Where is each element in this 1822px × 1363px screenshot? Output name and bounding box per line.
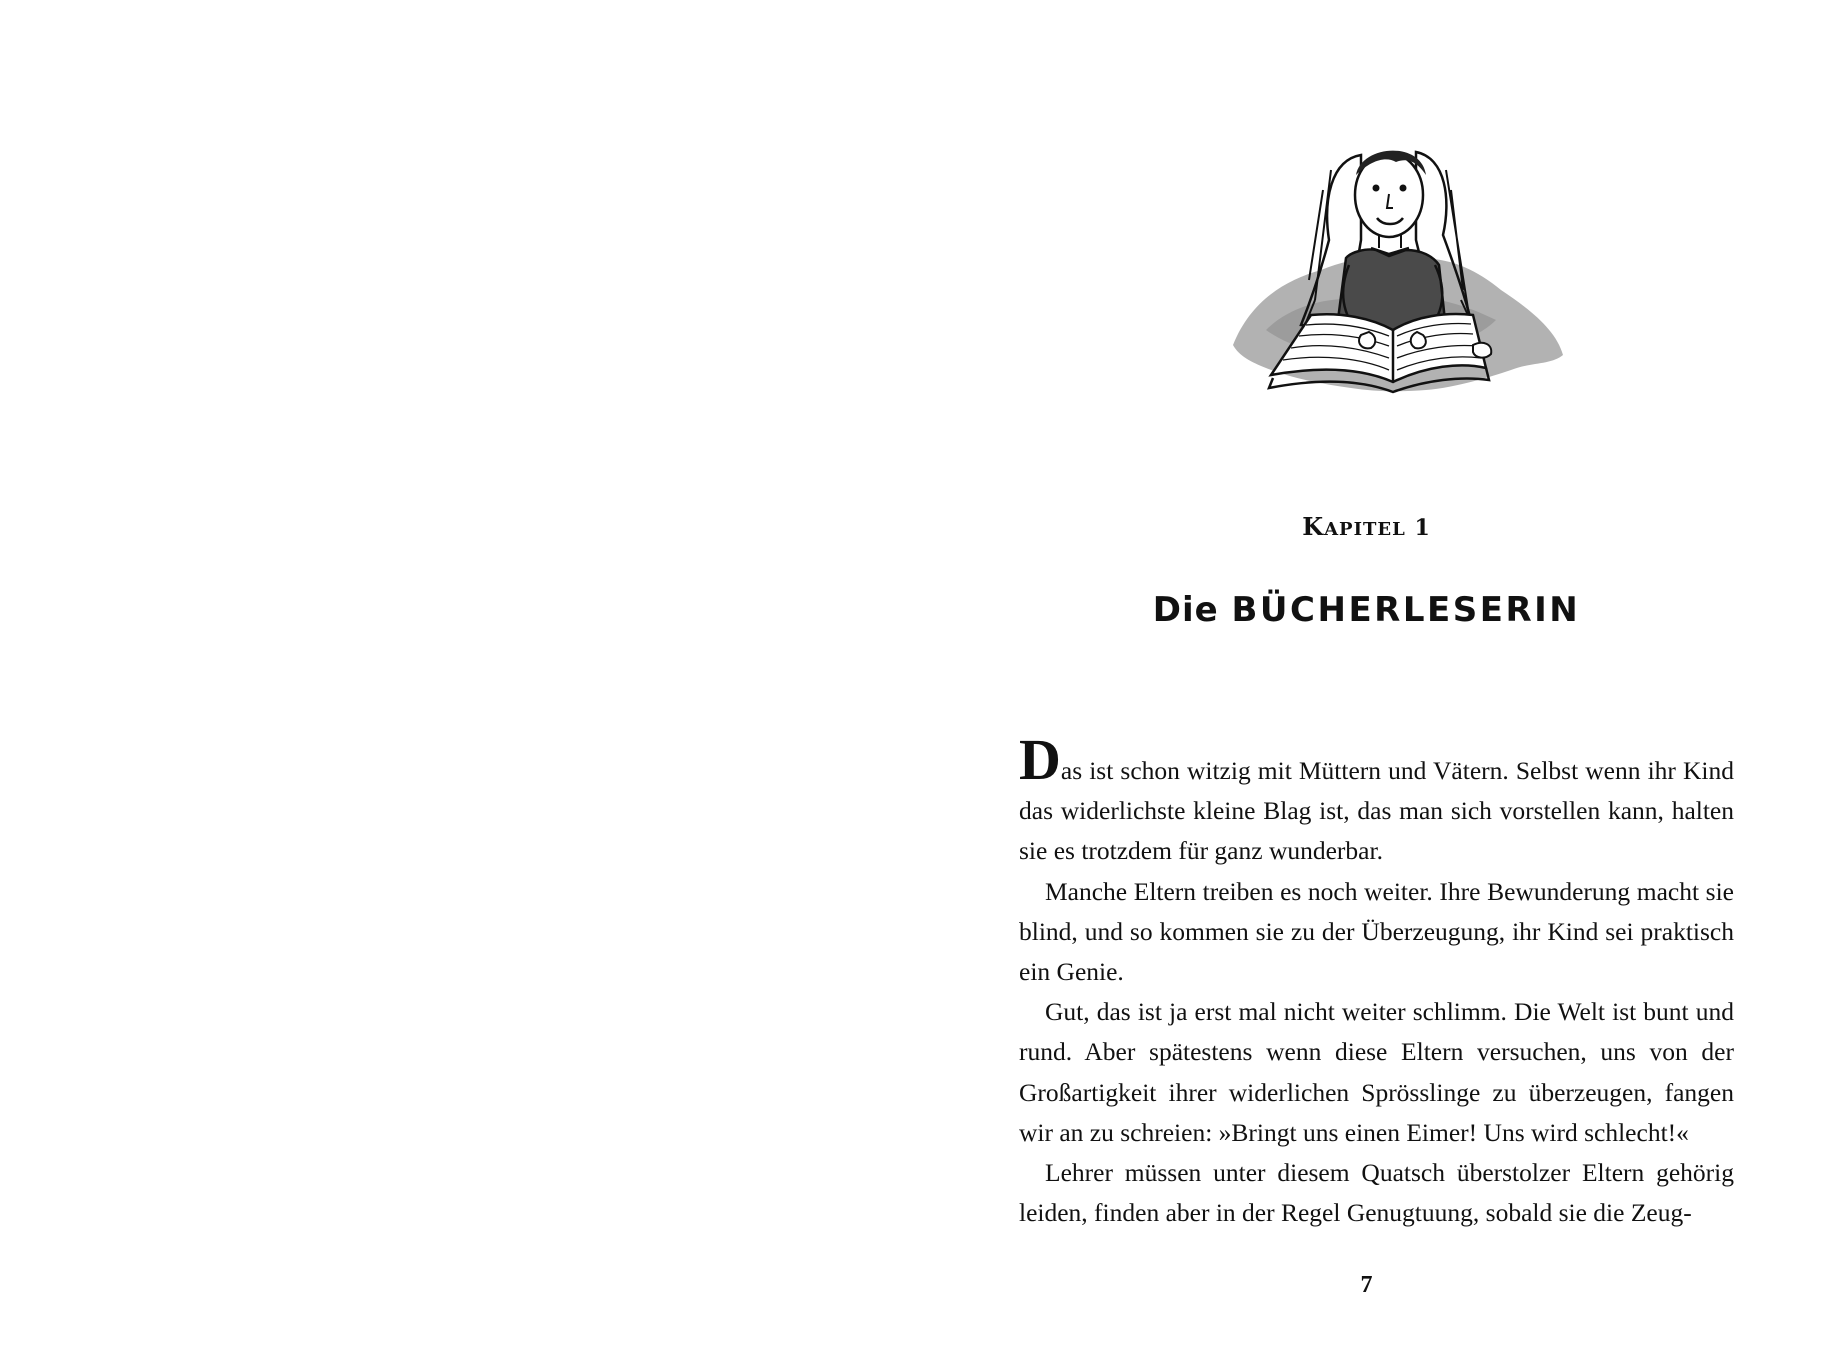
chapter-number: 1 [1414, 515, 1431, 541]
chapter-title [911, 590, 1822, 630]
paragraph: Gut, das ist ja erst mal nicht weiter schlimm. Die Welt ist bunt und rund. Aber spätestens wenn diese Eltern versuchen, uns von der Großartigkeit ihrer widerlichen Sprösslinge zu überzeugen, fangen wir an zu schreien: »Bringt uns einen Eimer! Uns wird schlecht!« [1019, 997, 1734, 1147]
paragraph-text: as ist schon witzig mit Müttern und Vätern. Selbst wenn ihr Kind das widerlichste kleine Blag ist, das man sich vorstellen kann, halten sie es trotzdem für ganz wunderbar. [1019, 756, 1734, 866]
girl-reading-book-icon [1211, 130, 1571, 450]
chapter-title-lead: Die [1152, 590, 1219, 630]
right-page [911, 0, 1822, 1363]
chapter-label-initial: K [1302, 512, 1325, 541]
paragraph: Manche Eltern treiben es noch weiter. Ihre Bewunderung macht sie blind, und so kommen sie zu der Überzeugung, ihr Kind sei praktisch ein Genie. [1019, 876, 1734, 987]
drop-cap: D [1019, 727, 1061, 792]
paragraph [1019, 727, 1734, 872]
chapter-label-rest: APITEL [1324, 519, 1406, 540]
page-number: 7 [1360, 1272, 1373, 1298]
chapter-title-main: BÜCHERLESERIN [1231, 590, 1581, 630]
paragraph: Lehrer müssen unter diesem Quatsch überstolzer Eltern gehörig leiden, finden aber in der Regel Genugtuung, sobald sie die Zeug- [1019, 1158, 1734, 1228]
chapter-body-text [1019, 727, 1734, 1233]
chapter-label [911, 512, 1822, 541]
